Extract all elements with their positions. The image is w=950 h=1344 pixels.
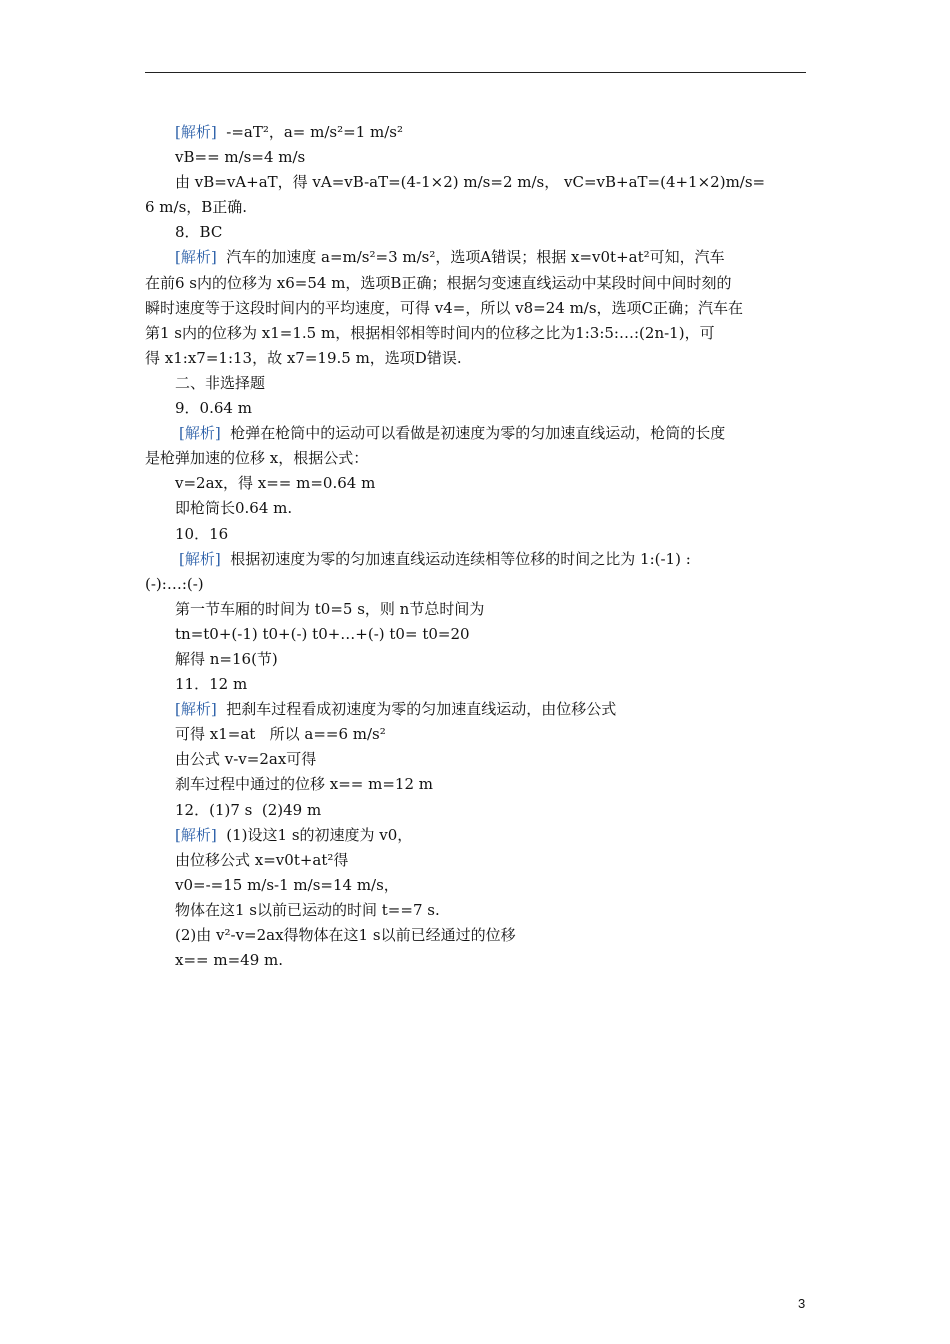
text-line	[145, 848, 806, 873]
line-text: 枪弹在枪筒中的运动可以看做是初速度为零的匀加速直线运动，枪筒的长度	[220, 424, 726, 443]
text-line	[145, 446, 806, 471]
text-line	[145, 873, 806, 898]
line-text: 根据初速度为零的匀加速直线运动连续相等位移的时间之比为 1:(-1) :	[220, 549, 691, 568]
text-line	[145, 220, 806, 245]
analysis-tag: [解析]	[175, 825, 217, 844]
text-line	[145, 597, 806, 622]
line-text: 第一节车厢的时间为 t0=5 s，则 n节总时间为	[175, 599, 485, 618]
line-text: 12．(1)7 s (2)49 m	[175, 800, 322, 819]
analysis-tag: [解析]	[175, 248, 217, 267]
line-text: 由位移公式 x=v0t+at²得	[175, 850, 349, 869]
analysis-tag: [解析]	[179, 424, 221, 443]
analysis-tag: [解析]	[175, 123, 217, 141]
text-line	[145, 170, 806, 195]
line-text: -=aT²，a= m/s²=1 m/s²	[216, 123, 403, 141]
line-text: 瞬时速度等于这段时间内的平均速度，可得 v4=，所以 v8=24 m/s，选项C正确；汽车在	[145, 298, 744, 317]
text-line	[145, 396, 806, 421]
line-text: 刹车过程中通过的位移 x== m=12 m	[175, 775, 434, 794]
line-text: (-):…:(-)	[145, 574, 204, 593]
line-text: 第1 s内的位移为 x1=1.5 m，根据相邻相等时间内的位移之比为1:3:5:…:(2n-1)，可	[145, 323, 715, 342]
line-text: 由 vB=vA+aT，得 vA=vB-aT=(4-1×2) m/s=2 m/s， vC=vB+aT=(4+1×2)m/s=	[175, 173, 766, 192]
text-line	[145, 772, 806, 797]
line-text: v0=-=15 m/s-1 m/s=14 m/s，	[175, 875, 399, 894]
text-line	[145, 195, 806, 220]
line-text: 是枪弹加速的位移 x，根据公式：	[145, 449, 369, 468]
text-line	[145, 421, 806, 446]
line-text: 汽车的加速度 a=m/s²=3 m/s²，选项A错误；根据 x=v0t+at²可知，汽车	[216, 248, 725, 267]
line-text: 8．BC	[175, 223, 223, 242]
line-text: 解得 n=16(节)	[175, 649, 278, 668]
document-body	[145, 120, 806, 973]
text-line	[145, 622, 806, 647]
text-line	[145, 271, 806, 296]
page-number: 3	[798, 1296, 806, 1311]
text-line	[145, 371, 806, 396]
text-line	[145, 747, 806, 772]
line-text: v=2ax，得 x== m=0.64 m	[175, 474, 376, 493]
line-text: 把刹车过程看成初速度为零的匀加速直线运动，由位移公式	[216, 700, 617, 719]
line-text: 即枪筒长0.64 m.	[175, 499, 293, 518]
text-line	[145, 948, 806, 973]
text-line	[145, 672, 806, 697]
line-text: (2)由 v²-v=2ax得物体在这1 s以前已经通过的位移	[175, 926, 516, 944]
text-line	[145, 496, 806, 521]
line-text: tn=t0+(-1) t0+(-) t0+…+(-) t0= t0=20	[175, 624, 470, 643]
text-line	[145, 145, 806, 170]
line-text: 11．12 m	[175, 675, 248, 694]
text-line	[145, 823, 806, 848]
analysis-tag: [解析]	[175, 700, 217, 719]
text-line	[145, 898, 806, 923]
text-line	[145, 923, 806, 948]
line-text: x== m=49 m.	[175, 951, 284, 970]
line-text: 二、非选择题	[175, 373, 266, 392]
text-line	[145, 522, 806, 547]
line-text: vB== m/s=4 m/s	[175, 148, 306, 167]
text-line	[145, 572, 806, 597]
line-text: 10．16	[175, 524, 229, 543]
text-line	[145, 321, 806, 346]
line-text: 6 m/s，B正确.	[145, 198, 248, 217]
text-line	[145, 547, 806, 572]
text-line	[145, 722, 806, 747]
text-line	[145, 798, 806, 823]
text-line	[145, 647, 806, 672]
text-line	[145, 245, 806, 270]
line-text: 可得 x1=at 所以 a==6 m/s²	[175, 725, 386, 744]
line-text: (1)设这1 s的初速度为 v0，	[216, 825, 413, 844]
text-line	[145, 346, 806, 371]
line-text: 由公式 v-v=2ax可得	[175, 750, 317, 769]
header-rule	[145, 72, 806, 73]
line-text: 得 x1:x7=1:13，故 x7=19.5 m，选项D错误.	[145, 348, 462, 367]
text-line	[145, 471, 806, 496]
text-line	[145, 120, 806, 145]
line-text: 9．0.64 m	[175, 399, 252, 418]
line-text: 在前6 s内的位移为 x6=54 m，选项B正确；根据匀变速直线运动中某段时间中间时刻的	[145, 273, 732, 292]
line-text: 物体在这1 s以前已运动的时间 t==7 s.	[175, 900, 440, 919]
text-line	[145, 296, 806, 321]
text-line	[145, 697, 806, 722]
analysis-tag: [解析]	[179, 549, 221, 568]
